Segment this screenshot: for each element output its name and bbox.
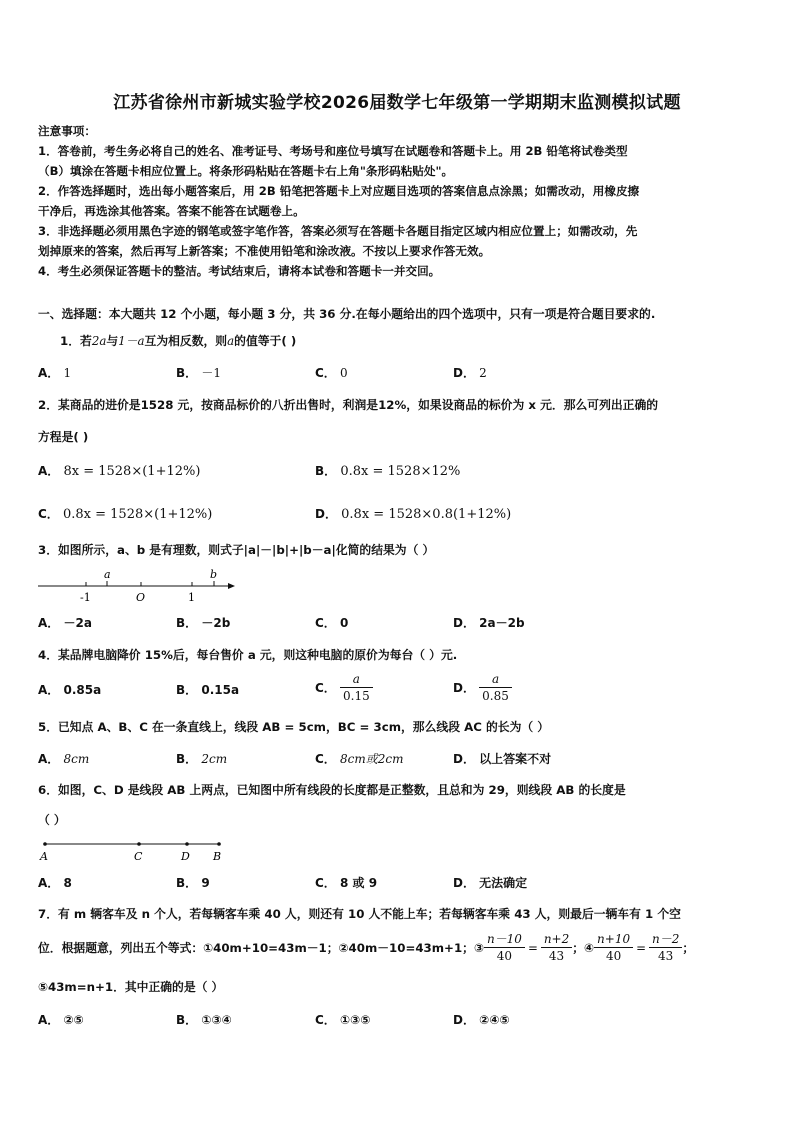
option-label: D． — [453, 752, 475, 766]
q1-text: 1．若 — [60, 334, 92, 348]
q6-option-c[interactable] — [315, 874, 377, 891]
option-value: ②⑤ — [63, 1013, 84, 1027]
label-a: a — [104, 568, 111, 581]
question-5: 5．已知点 A、B、C 在一条直线上，线段 AB = 5cm，BC = 3cm，那么线段 AC 的长为（ ） — [38, 720, 550, 734]
fraction-numerator: a — [479, 672, 512, 688]
option-value: 0.15a — [201, 683, 240, 697]
point-b — [217, 842, 221, 846]
fraction-numerator: n－2 — [649, 932, 682, 948]
q1-option-c[interactable] — [315, 364, 348, 381]
option-value: 0 — [340, 616, 349, 630]
q7-option-d[interactable] — [453, 1011, 510, 1028]
option-label: D． — [453, 1013, 475, 1027]
question-6-cont: （ ） — [38, 813, 66, 827]
q7-text: ；④ — [572, 941, 595, 955]
fraction-numerator: n－10 — [484, 932, 525, 948]
q1-text: 与 — [106, 334, 119, 348]
option-value: ②④⑤ — [479, 1013, 510, 1027]
option-label: D． — [453, 366, 475, 380]
notice-line: （B）填涂在答题卡相应位置上。将条形码粘贴在答题卡右上角"条形码粘贴处"。 — [38, 164, 454, 178]
q1-option-b[interactable] — [176, 364, 221, 381]
section-heading: 一、选择题：本大题共 12 个小题，每小题 3 分，共 36 分.在每小题给出的四个选项中，只有一项是符合题目要求的. — [38, 307, 656, 321]
question-2: 2．某商品的进价是1528 元，按商品标价的八折出售时，利润是12%，如果设商品的标价为 x 元．那么可列出正确的 — [38, 398, 659, 412]
option-value: 0.8x = 1528×12% — [340, 464, 461, 479]
fraction-numerator: a — [340, 672, 373, 688]
fraction-numerator: n+10 — [594, 932, 633, 948]
option-label: C． — [315, 681, 336, 695]
point-c — [137, 842, 141, 846]
question-7-cont2: ⑤43m=n+1．其中正确的是（ ） — [38, 980, 224, 994]
option-label: C． — [315, 876, 336, 890]
option-label: C． — [315, 752, 336, 766]
equals-sign: = — [636, 940, 646, 955]
option-label: A． — [38, 876, 60, 890]
notice-line: 干净后，再选涂其他答案。答案不能答在试题卷上。 — [38, 204, 305, 218]
option-value: －1 — [201, 366, 221, 380]
fraction-numerator: n+2 — [541, 932, 572, 948]
label-point-d: D — [181, 850, 190, 863]
option-value: 以上答案不对 — [479, 752, 552, 766]
option-label: C． — [315, 616, 336, 630]
notice-line: 2．作答选择题时，选出每小题答案后，用 2B 铅笔把答题卡上对应题目选项的答案信息点涂黑；如需改动，用橡皮擦 — [38, 184, 640, 198]
option-value: 8 — [63, 876, 72, 890]
option-label: C． — [315, 1013, 336, 1027]
q5-option-a[interactable] — [38, 750, 89, 767]
fraction — [594, 932, 633, 963]
notice-heading: 注意事项： — [38, 124, 96, 138]
q1-math: a — [227, 334, 235, 348]
option-label: B． — [176, 616, 198, 630]
option-label: B． — [315, 464, 337, 478]
q6-option-b[interactable] — [176, 874, 210, 891]
option-label: D． — [453, 876, 475, 890]
option-label: D． — [453, 616, 475, 630]
q4-option-d[interactable] — [453, 672, 512, 703]
q5-option-c[interactable] — [315, 750, 403, 767]
option-value: －2a — [63, 616, 92, 630]
option-label: A． — [38, 464, 60, 478]
question-6: 6．如图，C、D 是线段 AB 上两点，已知图中所有线段的长度都是正整数，且总和为 29，则线段 AB 的长度是 — [38, 783, 626, 797]
q7-text: 位．根据题意，列出五个等式：①40m+10=43m－1；②40m－10=43m+1；③ — [38, 941, 484, 955]
option-value: 0.85a — [63, 683, 102, 697]
q1-option-a[interactable] — [38, 364, 71, 381]
option-value: 无法确定 — [479, 876, 528, 890]
option-label: A． — [38, 752, 60, 766]
segment-figure — [36, 836, 236, 866]
notice-line: 3．非选择题必须用黑色字迹的钢笔或签字笔作答，答案必须写在答题卡各题目指定区域内相应位置上；如需改动，先 — [38, 224, 638, 238]
q2-option-b[interactable] — [315, 462, 460, 479]
q4-option-b[interactable] — [176, 681, 239, 698]
q7-option-a[interactable] — [38, 1011, 84, 1028]
q3-option-b[interactable] — [176, 614, 230, 631]
option-value: 0.8x = 1528×0.8(1+12%) — [341, 507, 512, 522]
page-title: 江苏省徐州市新城实验学校2026届数学七年级第一学期期末监测模拟试题 — [113, 93, 681, 113]
option-label: B． — [176, 683, 198, 697]
label-origin: O — [136, 591, 146, 604]
q7-option-b[interactable] — [176, 1011, 232, 1028]
option-label: B． — [176, 1013, 198, 1027]
q5-option-d[interactable] — [453, 750, 551, 767]
question-7-cont — [38, 932, 694, 963]
q7-text: ； — [682, 941, 695, 955]
fraction-denominator: 0.85 — [482, 689, 509, 703]
fraction-denominator: 43 — [658, 949, 674, 963]
fraction-denominator: 40 — [605, 949, 622, 963]
q1-option-d[interactable] — [453, 364, 487, 381]
fraction — [484, 932, 525, 963]
option-label: A． — [38, 366, 60, 380]
question-3: 3．如图所示，a、b 是有理数，则式子|a|－|b|+|b－a|化简的结果为（ ） — [38, 543, 435, 557]
point-a — [43, 842, 47, 846]
fraction-denominator: 0.15 — [343, 689, 370, 703]
label-neg1: -1 — [80, 591, 91, 604]
fraction-denominator: 40 — [496, 949, 513, 963]
q4-option-a[interactable] — [38, 681, 101, 698]
question-1 — [60, 332, 296, 349]
label-b: b — [210, 568, 218, 581]
option-label: B． — [176, 366, 198, 380]
notice-line: 划掉原来的答案，然后再写上新答案；不准使用铅笔和涂改液。不按以上要求作答无效。 — [38, 244, 491, 258]
notice-line: 1．答卷前，考生务必将自己的姓名、准考证号、考场号和座位号填写在试题卷和答题卡上。用 2B 铅笔将试卷类型 — [38, 144, 628, 158]
label-point-c: C — [134, 850, 143, 863]
label-point-a: A — [40, 850, 48, 863]
option-value: 2cm — [201, 752, 228, 766]
q1-math: 1－a — [118, 334, 145, 348]
q2-option-d[interactable] — [315, 505, 511, 522]
q5-option-b[interactable] — [176, 750, 227, 767]
q6-option-d[interactable] — [453, 874, 527, 891]
equals-sign: = — [527, 940, 538, 955]
q7-option-c[interactable] — [315, 1011, 370, 1028]
option-value: 2 — [479, 366, 487, 380]
notice-line: 4．考生必须保证答题卡的整洁。考试结束后，请将本试卷和答题卡一并交回。 — [38, 264, 441, 278]
option-value: ①③④ — [201, 1013, 232, 1027]
point-d — [185, 842, 189, 846]
fraction — [479, 672, 512, 703]
q1-text: 互为相反数，则 — [144, 334, 228, 348]
option-value: ①③⑤ — [340, 1013, 371, 1027]
number-line-figure — [36, 564, 236, 604]
option-label: B． — [176, 876, 198, 890]
option-label: B． — [176, 752, 198, 766]
q3-option-d[interactable] — [453, 614, 525, 631]
label-pos1: 1 — [188, 591, 195, 604]
option-value: 8 或 9 — [340, 876, 378, 890]
question-4: 4．某品牌电脑降价 15%后，每台售价 a 元，则这种电脑的原价为每台（ ）元. — [38, 648, 458, 662]
q4-option-c[interactable] — [315, 672, 373, 703]
option-value: 9 — [201, 876, 210, 890]
option-value: 0.8x = 1528×(1+12%) — [63, 507, 213, 522]
q2-option-a[interactable] — [38, 462, 200, 479]
question-2-cont: 方程是( ) — [38, 430, 89, 444]
option-label: C． — [38, 507, 59, 521]
q1-math: 2a — [91, 334, 107, 348]
number-line-arrow — [228, 583, 235, 589]
fraction — [340, 672, 373, 703]
option-value: 0 — [340, 366, 348, 380]
fraction — [541, 932, 572, 963]
option-value: 1 — [63, 366, 72, 380]
fraction-denominator: 43 — [548, 949, 565, 963]
fraction — [649, 932, 682, 963]
q3-option-a[interactable] — [38, 614, 92, 631]
q2-option-c[interactable] — [38, 505, 212, 522]
option-label: D． — [453, 681, 475, 695]
option-label: A． — [38, 683, 60, 697]
option-value: 8cm — [63, 752, 90, 766]
q6-option-a[interactable] — [38, 874, 72, 891]
q3-option-c[interactable] — [315, 614, 348, 631]
option-value: 8x = 1528×(1+12%) — [63, 464, 201, 479]
option-label: C． — [315, 366, 336, 380]
option-value: －2b — [201, 616, 231, 630]
option-label: A． — [38, 1013, 60, 1027]
option-value: 2a－2b — [479, 616, 525, 630]
option-label: A． — [38, 616, 60, 630]
option-value: 8cm或2cm — [340, 752, 404, 766]
option-label: D． — [315, 507, 337, 521]
label-point-b: B — [213, 850, 222, 863]
question-7: 7．有 m 辆客车及 n 个人，若每辆客车乘 40 人，则还有 10 人不能上车；若每辆客车乘 43 人，则最后一辆车有 1 个空 — [38, 907, 681, 921]
q1-text: 的值等于( ) — [234, 334, 297, 348]
